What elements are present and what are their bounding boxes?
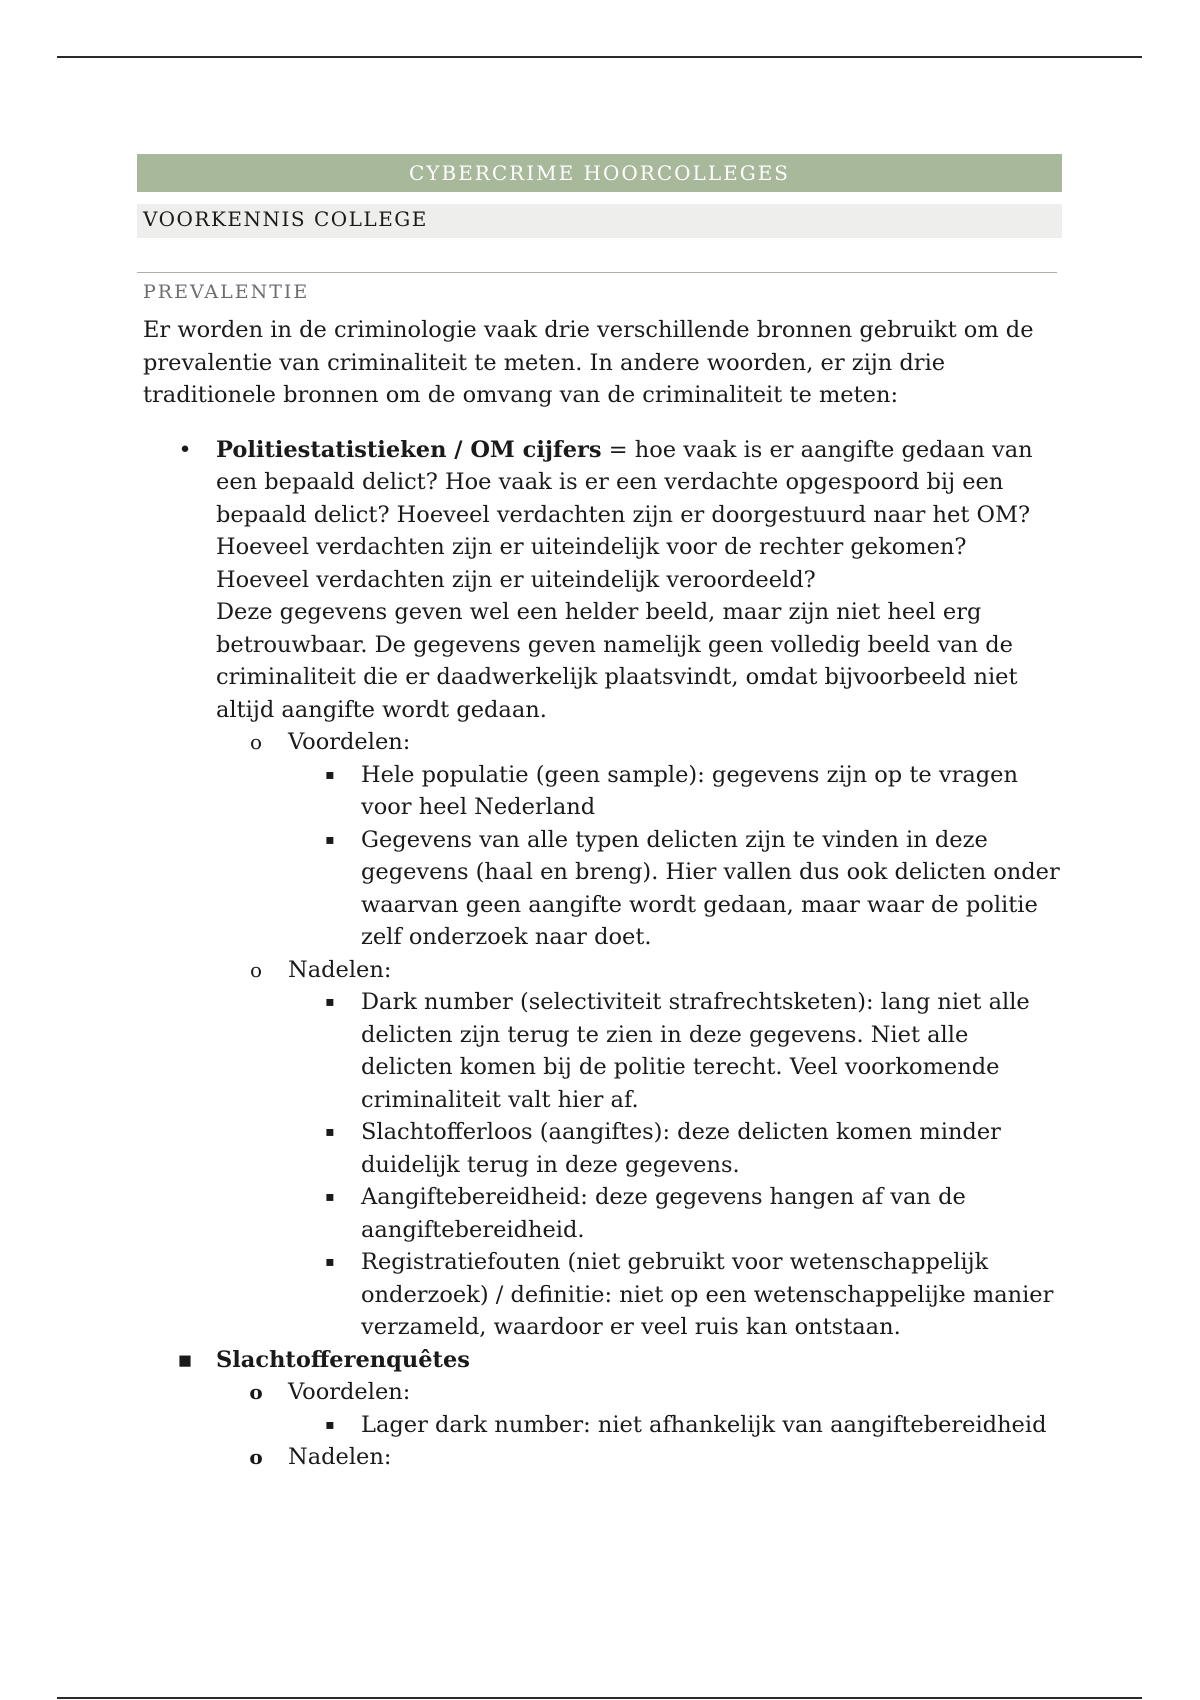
list-item-politiestatistieken <box>137 434 1062 1344</box>
section-divider <box>137 272 1057 273</box>
detail-list <box>288 1409 1062 1442</box>
detail-item <box>288 759 1062 824</box>
document-content <box>137 154 1062 1474</box>
section-heading: PREVALENTIE <box>143 281 310 303</box>
square-bullet-icon: ▪ <box>177 1346 193 1373</box>
list-item-body <box>216 434 1046 597</box>
list-item-title: Politiestatistieken / OM cijfers <box>216 436 602 463</box>
document-title: CYBERCRIME HOORCOLLEGES <box>137 154 1062 192</box>
detail-item <box>288 1409 1062 1442</box>
circle-bullet-icon: o <box>249 957 263 982</box>
square-bullet-icon: ▪ <box>325 831 335 848</box>
detail-text: Gegevens van alle typen delicten zijn te vinden in deze gegevens (haal en breng). Hier vallen dus ook delicten onder waarvan geen aangifte wordt gedaan, maar waar de politie zelf onderzoek naar doet. <box>361 826 1060 950</box>
source-list <box>137 434 1062 1474</box>
document-subtitle: VOORKENNIS COLLEGE <box>137 204 1062 238</box>
sublist-item-nadelen <box>216 954 1062 1344</box>
list-item-slachtofferenquetes <box>137 1344 1062 1474</box>
detail-item <box>288 986 1062 1116</box>
circle-bullet-icon: o <box>249 1445 263 1469</box>
detail-text: Lager dark number: niet afhankelijk van aangiftebereidheid <box>361 1411 1047 1438</box>
sublist <box>216 1376 1062 1474</box>
square-bullet-icon: ▪ <box>325 1254 335 1270</box>
square-bullet-icon: ▪ <box>325 994 335 1010</box>
circle-bullet-icon: o <box>249 1380 263 1404</box>
bullet-icon: • <box>178 436 192 463</box>
detail-text: Hele populatie (geen sample): gegevens zijn op te vragen voor heel Nederland <box>361 761 1018 820</box>
detail-list <box>288 986 1062 1344</box>
page-bottom-rule <box>57 1697 1142 1699</box>
detail-text: Aangiftebereidheid: deze gegevens hangen af van de aangiftebereidheid. <box>361 1184 966 1243</box>
detail-text: Slachtofferloos (aangiftes): deze delicten komen minder duidelijk terug in deze gegevens. <box>361 1119 1001 1178</box>
list-item-body <box>216 1344 1046 1377</box>
list-item-description: = hoe vaak is er aangifte gedaan van een bepaald delict? Hoe vaak is er een verdachte opgespoord bij een bepaald delict? Hoeveel verdachten zijn er doorgestuurd naar het OM? Hoeveel verdachten zijn er uiteindelijk voor de rechter gekomen? Hoeveel verdachten zijn er uiteindelijk veroordeeld? <box>216 436 1033 593</box>
intro-paragraph: Er worden in de criminologie vaak drie verschillende bronnen gebruikt om de prevalentie van criminaliteit te meten. In andere woorden, er zijn drie traditionele bronnen om de omvang van de criminaliteit te meten: <box>143 317 1034 408</box>
square-bullet-icon: ▪ <box>325 766 335 783</box>
detail-item <box>288 1116 1062 1181</box>
sublist-label: Nadelen: <box>288 956 392 983</box>
square-bullet-icon: ▪ <box>325 1416 335 1433</box>
detail-item <box>288 1246 1062 1344</box>
detail-item <box>288 1181 1062 1246</box>
circle-bullet-icon: o <box>249 730 263 754</box>
sublist-label: Voordelen: <box>288 729 411 755</box>
detail-text: Dark number (selectiviteit strafrechtsketen): lang niet alle delicten zijn terug te zien in deze gegevens. Niet alle delicten komen bij de politie terecht. Veel voorkomende criminaliteit valt hier af. <box>361 989 1030 1113</box>
detail-item <box>288 824 1062 954</box>
sublist <box>216 726 1062 1344</box>
list-item-title: Slachtofferenquêtes <box>216 1346 470 1373</box>
sublist-item-voordelen <box>216 726 1062 954</box>
square-bullet-icon: ▪ <box>325 1124 335 1140</box>
list-item-explanation: Deze gegevens geven wel een helder beeld, maar zijn niet heel erg betrouwbaar. De gegevens geven namelijk geen volledig beeld van de criminaliteit die er daadwerkelijk plaatsvindt, omdat bijvoorbeeld niet altijd aangifte wordt gedaan. <box>216 599 1018 723</box>
sublist-label: Nadelen: <box>288 1444 392 1470</box>
sublist-label: Voordelen: <box>288 1379 411 1405</box>
square-bullet-icon: ▪ <box>325 1189 335 1205</box>
page-top-rule <box>57 56 1142 58</box>
sublist-item-nadelen <box>216 1441 1062 1474</box>
detail-text: Registratiefouten (niet gebruikt voor wetenschappelijk onderzoek) / definitie: niet op een wetenschappelijke manier verzameld, waardoor er veel ruis kan ontstaan. <box>361 1249 1054 1340</box>
sublist-item-voordelen <box>216 1376 1062 1441</box>
detail-list <box>288 759 1062 954</box>
